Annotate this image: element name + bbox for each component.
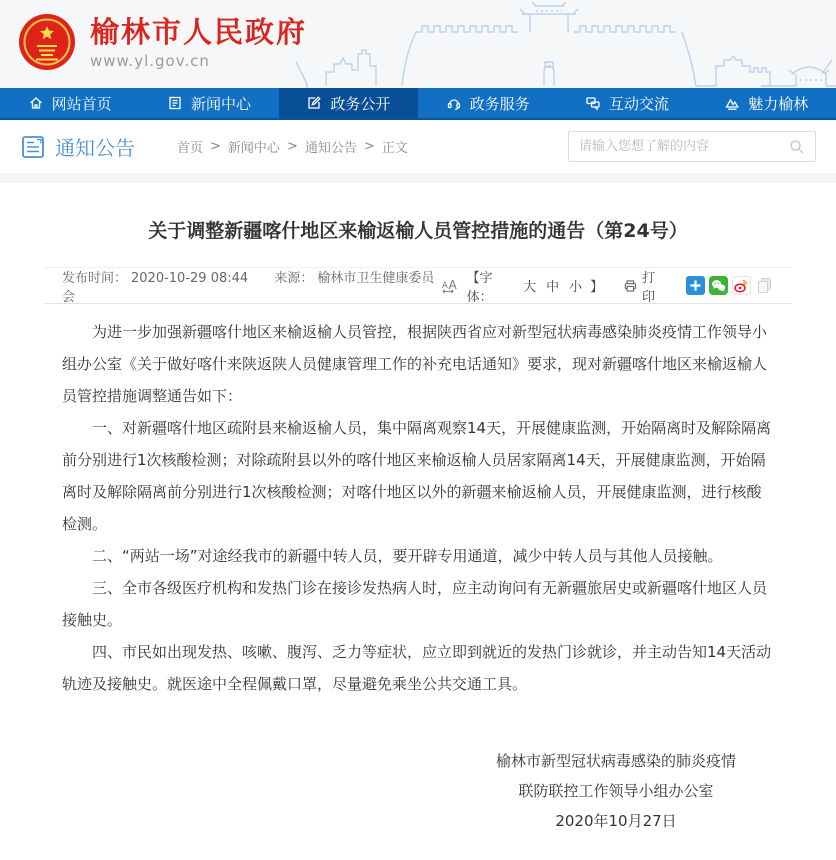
site-name: 榆林市人民政府 — [90, 14, 308, 49]
city-skyline-illustration — [296, 0, 836, 88]
national-emblem-icon — [18, 13, 76, 71]
font-size-icon — [442, 277, 461, 294]
mountain-icon — [724, 95, 740, 111]
weibo-icon[interactable] — [732, 276, 751, 295]
article-body — [44, 316, 792, 700]
edit-icon — [306, 95, 322, 111]
article-meta — [62, 267, 442, 305]
font-size-medium-button[interactable]: 中 — [546, 280, 560, 295]
svg-text:A: A — [448, 277, 457, 292]
search-input[interactable] — [579, 139, 789, 154]
source-label: 来源： — [274, 270, 314, 286]
headset-icon — [446, 95, 462, 111]
signature-org-line2: 联防联控工作领导小组办公室 — [518, 782, 714, 800]
signature-block — [496, 746, 736, 860]
share-buttons — [686, 276, 774, 295]
article — [0, 216, 836, 860]
printer-icon — [623, 278, 638, 294]
print-button[interactable] — [623, 267, 666, 305]
chat-bubbles-icon — [585, 95, 601, 111]
font-size-small-button[interactable]: 小 — [569, 280, 583, 295]
breadcrumb — [177, 137, 408, 156]
font-size-suffix: 】 — [590, 280, 604, 295]
nav-item-home[interactable] — [0, 88, 139, 118]
site-url: www.yl.gov.cn — [90, 51, 210, 70]
nav-item-label: 互动交流 — [608, 94, 669, 113]
site-title-block — [90, 15, 307, 70]
nav-item-gov-services[interactable] — [418, 88, 557, 118]
nav-item-label: 新闻中心 — [190, 94, 251, 113]
breadcrumb-bar — [0, 120, 836, 173]
source-value: 榆林市卫生健康委员会 — [62, 270, 435, 305]
breadcrumb-separator: > — [286, 139, 298, 154]
nav-item-interaction[interactable] — [557, 88, 696, 118]
breadcrumb-news-center[interactable]: 新闻中心 — [227, 141, 280, 156]
breadcrumb-separator: > — [210, 139, 221, 154]
paragraph: 三、全市各级医疗机构和发热门诊在接诊发热病人时，应主动询问有无新疆旅居史或新疆喀什地区人员接触史。 — [62, 579, 768, 629]
site-logo[interactable] — [18, 13, 307, 71]
share-plus-icon[interactable] — [686, 276, 705, 295]
print-label: 打印 — [641, 270, 655, 305]
main-nav — [0, 88, 836, 120]
article-meta-bar — [44, 267, 792, 304]
nav-item-charming-yulin[interactable] — [697, 88, 836, 118]
home-icon — [28, 95, 44, 111]
paragraph: 二、“两站一场”对途经我市的新疆中转人员，要开辟专用通道，减少中转人员与其他人员接触。 — [92, 547, 723, 565]
font-size-prefix: 【字体： — [466, 270, 493, 305]
paragraph: 为进一步加强新疆喀什地区来榆返榆人员管控，根据陕西省应对新型冠状病毒感染肺炎疫情工作领导小组办公室《关于做好喀什来陕返陕人员健康管理工作的补充电话通知》要求，现对新疆喀什地区来榆返榆人员管控措施调整通告如下： — [62, 323, 768, 405]
nav-item-label: 政务服务 — [469, 94, 530, 113]
news-icon — [167, 95, 183, 111]
nav-item-label: 政务公开 — [330, 94, 391, 113]
paragraph: 四、市民如出现发热、咳嗽、腹泻、乏力等症状，应立即到就近的发热门诊就诊，并主动告知14天活动轨迹及接触史。就医途中全程佩戴口罩，尽量避免乘坐公共交通工具。 — [62, 643, 772, 693]
article-title: 关于调整新疆喀什地区来榆返榆人员管控措施的通告（第24号） — [148, 220, 688, 242]
site-header — [0, 0, 836, 88]
publish-time-label: 发布时间： — [62, 270, 128, 286]
nav-item-news[interactable] — [139, 88, 278, 118]
copy-icon[interactable] — [755, 276, 774, 295]
breadcrumb-home[interactable]: 首页 — [177, 141, 204, 156]
search-box — [568, 131, 816, 162]
paragraph: 一、对新疆喀什地区疏附县来榆返榆人员，集中隔离观察14天，开展健康监测，开始隔离时及解除隔离前分别进行1次核酸检测；对除疏附县以外的喀什地区来榆返榆人员居家隔离14天，开展健康监测，开始隔离时及解除隔离前分别进行1次核酸检测；对喀什地区以外的新疆来榆返榆人员，开展健康监测，进行核酸检测。 — [62, 419, 772, 533]
breadcrumb-current: 正文 — [381, 141, 408, 156]
publish-time-value: 2020-10-29 08:44 — [131, 270, 249, 286]
section-divider — [0, 173, 836, 183]
breadcrumb-notices[interactable]: 通知公告 — [304, 141, 357, 156]
nav-item-label: 网站首页 — [51, 94, 112, 113]
font-size-large-button[interactable]: 大 — [523, 280, 537, 295]
breadcrumb-separator: > — [363, 139, 375, 154]
signature-date: 2020年10月27日 — [555, 812, 677, 830]
nav-item-gov-disclosure[interactable] — [279, 88, 418, 118]
signature-org-line1: 榆林市新型冠状病毒感染的肺炎疫情 — [495, 752, 736, 770]
nav-item-label: 魅力榆林 — [748, 94, 809, 113]
article-tools — [442, 267, 774, 305]
svg-text:A: A — [442, 279, 448, 290]
section-header — [20, 132, 135, 161]
wechat-icon[interactable] — [709, 276, 728, 295]
notice-doc-icon — [20, 134, 46, 160]
section-title: 通知公告 — [55, 136, 135, 160]
search-icon[interactable] — [789, 139, 805, 155]
